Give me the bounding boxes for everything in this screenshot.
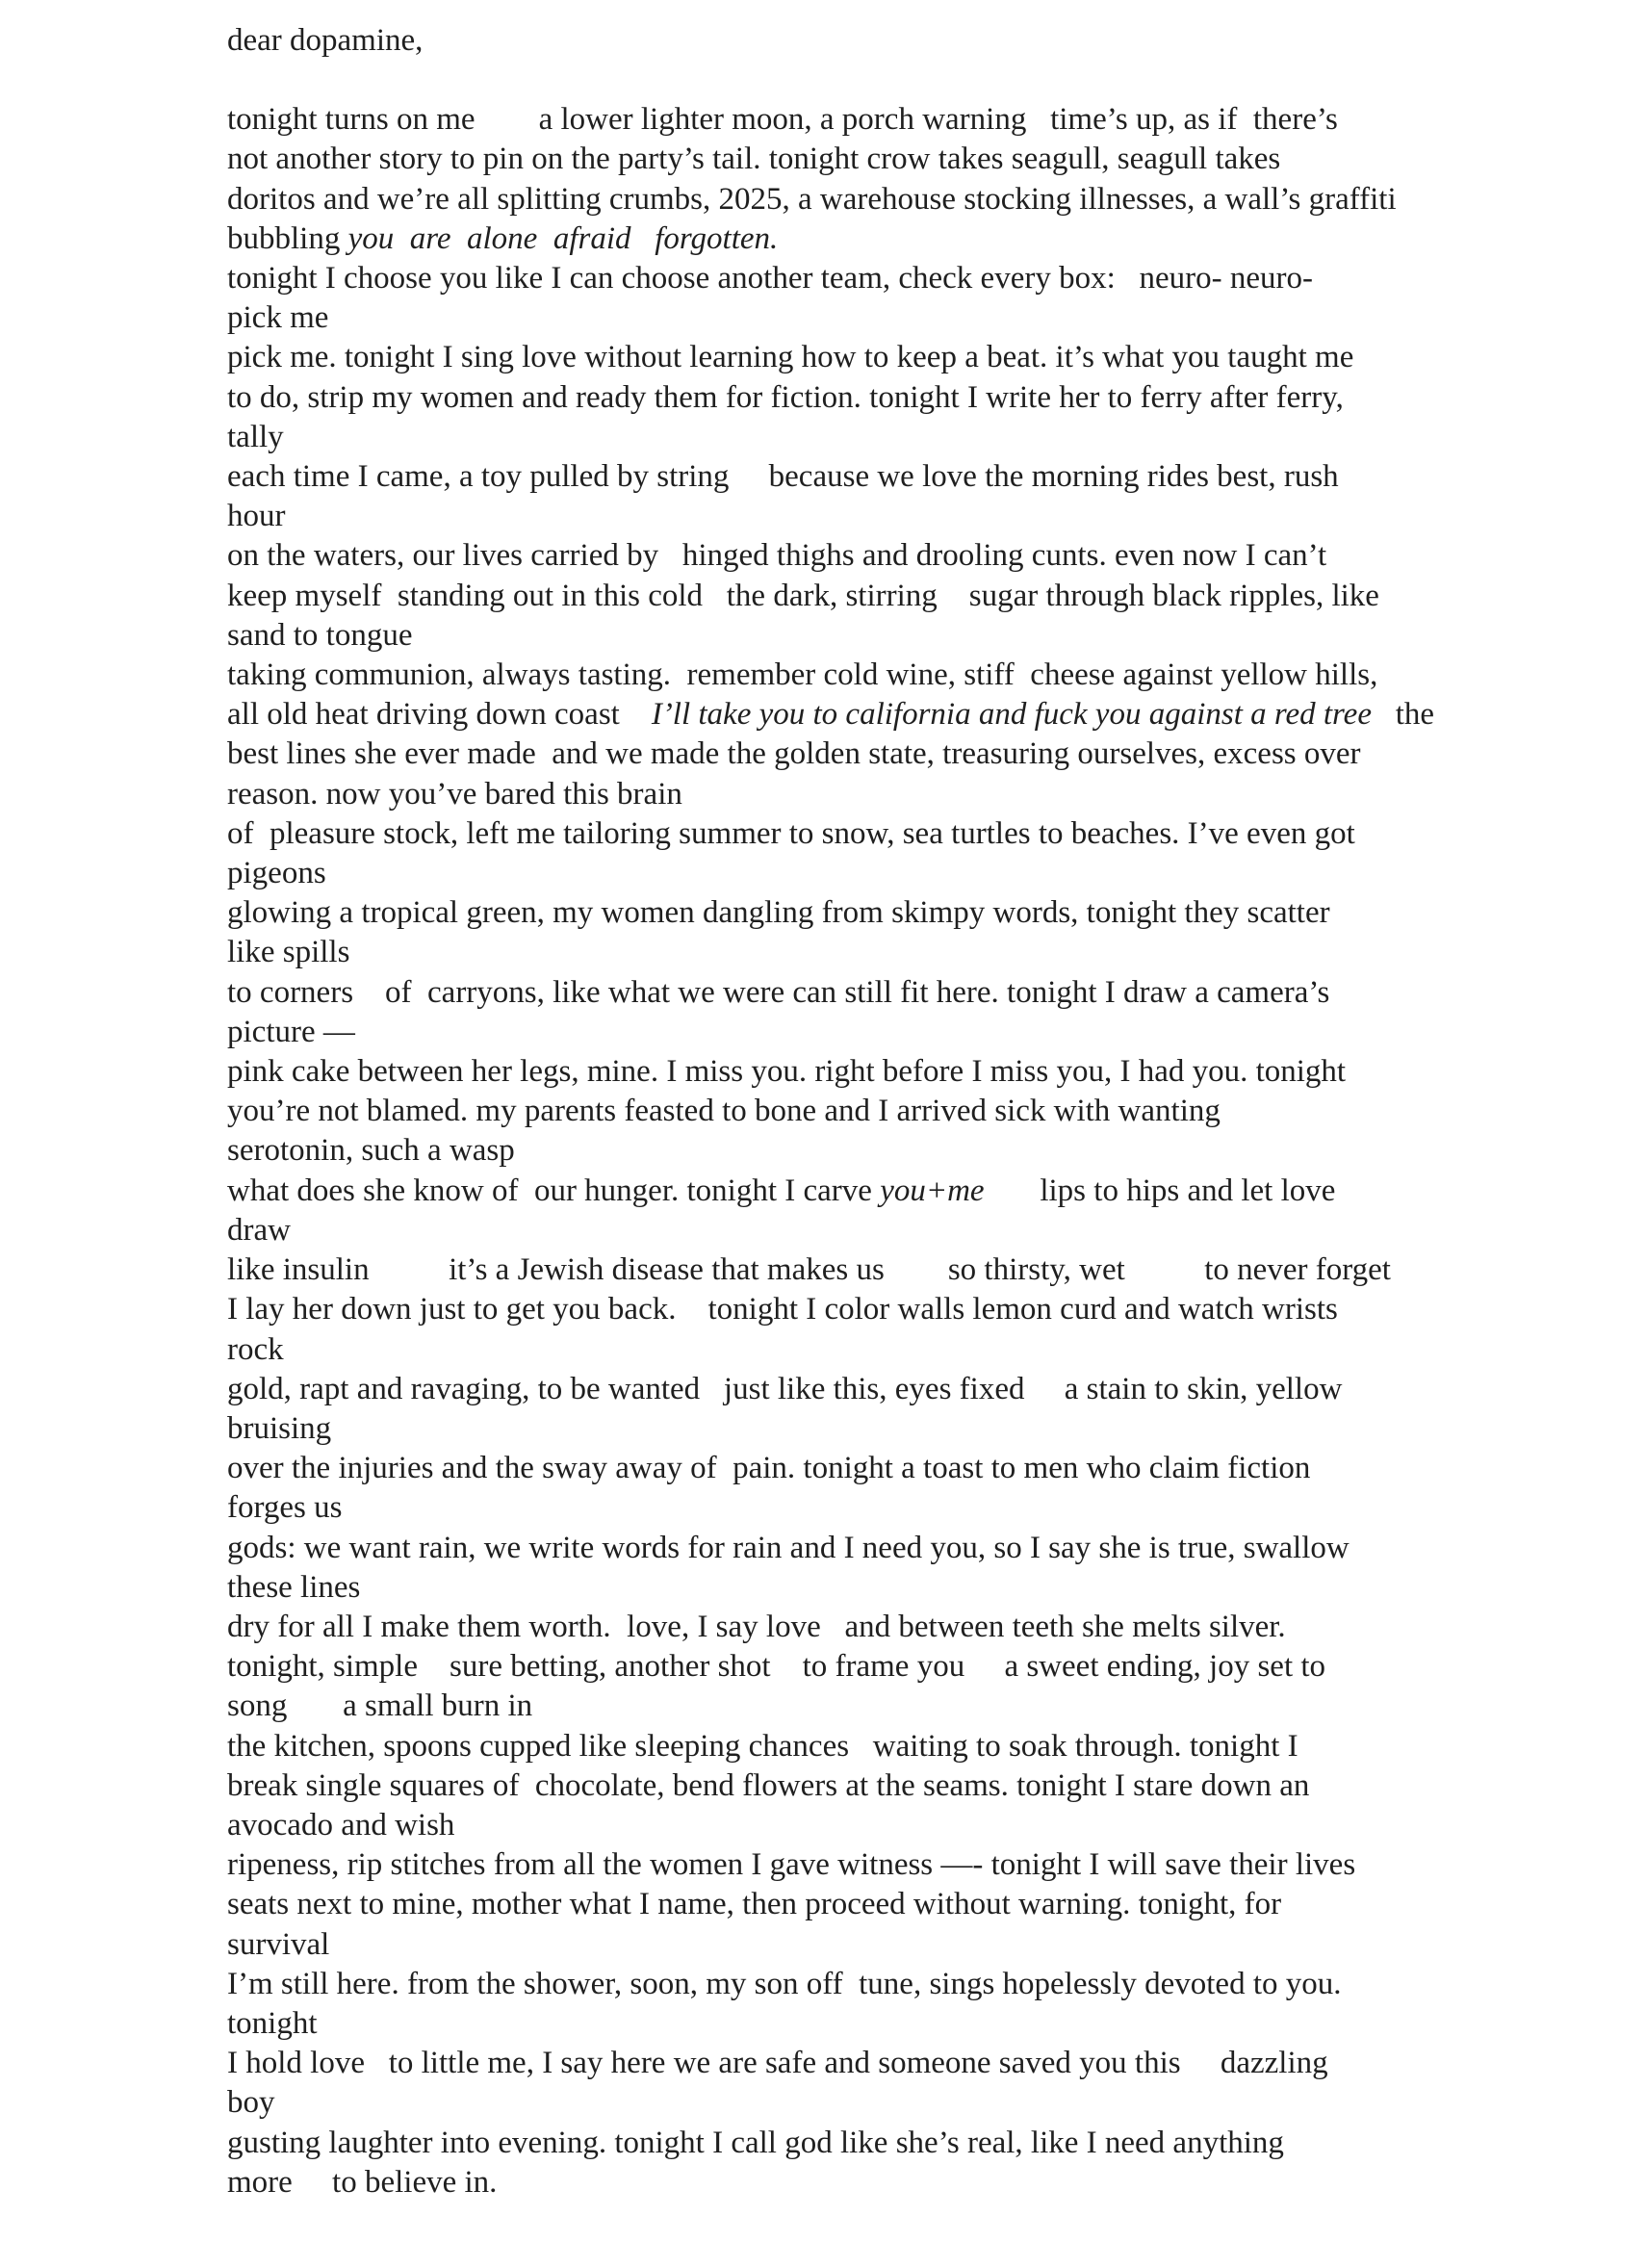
poem-line [227, 1727, 1469, 1766]
line-text: taking communion, always tasting. remember cold wine, stiff cheese against yellow hills, [227, 657, 1378, 693]
line-text: each time I came, a toy pulled by string because we love the morning rides best, rush [227, 459, 1339, 495]
poem-line [227, 338, 1469, 377]
poem-line [227, 973, 1469, 1013]
poem-body [227, 21, 1469, 2203]
line-text: more to believe in. [227, 2164, 498, 2200]
poem-line [227, 1885, 1469, 1924]
line-text: rock [227, 1331, 284, 1367]
poem-line [227, 814, 1469, 854]
poem-line [227, 2163, 1469, 2203]
line-text: draw [227, 1212, 291, 1248]
poem-line [227, 497, 1469, 536]
line-text: dry for all I make them worth. love, I say love and between teeth she melts silver. [227, 1609, 1286, 1644]
poem-line [227, 1409, 1469, 1449]
line-text: bubbling [227, 220, 348, 256]
poem-line [227, 2083, 1469, 2123]
line-text: I hold love to little me, I say here we are safe and someone saved you this dazzling [227, 2046, 1328, 2081]
poem-line [227, 695, 1469, 735]
line-text: gusting laughter into evening. tonight I call god like she’s real, like I need anything [227, 2125, 1284, 2160]
poem-line [227, 2004, 1469, 2044]
line-text: survival [227, 1926, 330, 1962]
line-text: ripeness, rip stitches from all the women I gave witness —- tonight I will save their lives [227, 1847, 1356, 1883]
poem-line [227, 1013, 1469, 1052]
poem-line [227, 1250, 1469, 1290]
salutation: dear dopamine, [227, 23, 424, 58]
poem-line [227, 1568, 1469, 1608]
poem-lines [227, 100, 1469, 2203]
line-text: tonight, simple sure betting, another shot to frame you a sweet ending, joy set to [227, 1649, 1326, 1685]
poem-line [227, 1766, 1469, 1806]
poem-line [227, 536, 1469, 576]
line-text: pick me [227, 300, 329, 336]
line-text: gold, rapt and ravaging, to be wanted just like this, eyes fixed a stain to skin, yellow [227, 1371, 1343, 1406]
line-text: doritos and we’re all splitting crumbs, 2025, a warehouse stocking illnesses, a wall’s graffiti [227, 181, 1397, 217]
line-text: the [1371, 697, 1435, 733]
line-text: like insulin it’s a Jewish disease that makes us so thirsty, wet to never forget [227, 1252, 1391, 1288]
poem-line [227, 616, 1469, 656]
poem-line [227, 1687, 1469, 1726]
poem-line [227, 140, 1469, 179]
poem-line [227, 1370, 1469, 1409]
line-text: avocado and wish [227, 1807, 455, 1843]
poem-line [227, 1290, 1469, 1329]
poem-line [227, 1806, 1469, 1845]
line-text: I lay her down just to get you back. tonight I color walls lemon curd and watch wrists [227, 1292, 1338, 1327]
poem-line [227, 1172, 1469, 1211]
poem-line [227, 1529, 1469, 1568]
poem-line [227, 1608, 1469, 1647]
line-text: seats next to mine, mother what I name, then proceed without warning. tonight, for [227, 1887, 1282, 1922]
italic-text: you+me [880, 1173, 985, 1208]
line-text: lips to hips and let love [984, 1173, 1336, 1208]
line-text: boy [227, 2085, 275, 2121]
line-text: not another story to pin on the party’s tail. tonight crow takes seagull, seagull takes [227, 142, 1281, 177]
line-text: pick me. tonight I sing love without learning how to keep a beat. it’s what you taught me [227, 340, 1354, 375]
line-text: you’re not blamed. my parents feasted to bone and I arrived sick with wanting [227, 1094, 1221, 1129]
poem-line [227, 2124, 1469, 2163]
poem-line [227, 1211, 1469, 1250]
poem-line [227, 2044, 1469, 2083]
poem-line [227, 1131, 1469, 1171]
poem-line [227, 854, 1469, 893]
line-text: serotonin, such a wasp [227, 1133, 515, 1169]
line-text: gods: we want rain, we write words for rain and I need you, so I say she is true, swallow [227, 1530, 1349, 1565]
line-text: all old heat driving down coast [227, 697, 652, 733]
poem-line [227, 1330, 1469, 1370]
line-text: over the injuries and the sway away of pain. tonight a toast to men who claim fiction [227, 1451, 1311, 1486]
poem-line [227, 1845, 1469, 1885]
line-text: tonight turns on me a lower lighter moon, a porch warning time’s up, as if there’s [227, 102, 1338, 138]
line-text: I’m still here. from the shower, soon, my son off tune, sings hopelessly devoted to you. [227, 1966, 1342, 2001]
poem-line [227, 933, 1469, 972]
line-text: to do, strip my women and ready them for fiction. tonight I write her to ferry after ferry, [227, 379, 1344, 415]
line-text: on the waters, our lives carried by hinged thighs and drooling cunts. even now I can’t [227, 538, 1327, 574]
line-text: forges us [227, 1490, 343, 1526]
poem-line [227, 1449, 1469, 1488]
poem-line [227, 1052, 1469, 1092]
poem-line [227, 735, 1469, 774]
line-text: what does she know of our hunger. tonight I carve [227, 1173, 881, 1208]
poem-line [227, 656, 1469, 695]
line-text: bruising [227, 1410, 332, 1446]
line-text: tonight I choose you like I can choose another team, check every box: neuro- neuro- [227, 261, 1314, 296]
line-text: hour [227, 499, 286, 534]
poem-line [227, 259, 1469, 298]
italic-text: I’ll take you to california and fuck you against a red tree [651, 697, 1372, 733]
line-text: best lines she ever made and we made the golden state, treasuring ourselves, excess over [227, 736, 1361, 772]
line-text: sand to tongue [227, 617, 413, 653]
poem-line [227, 100, 1469, 140]
line-text: tally [227, 419, 284, 454]
poem-line [227, 1092, 1469, 1131]
line-text: these lines [227, 1569, 361, 1605]
line-text: tonight [227, 2005, 318, 2041]
poem-line [227, 1925, 1469, 1965]
poem-line [227, 418, 1469, 457]
line-text: like spills [227, 935, 350, 970]
poem-line [227, 1647, 1469, 1687]
poem-line [227, 298, 1469, 338]
poem-line [227, 1965, 1469, 2004]
line-text: break single squares of chocolate, bend flowers at the seams. tonight I stare down an [227, 1767, 1310, 1803]
line-text: keep myself standing out in this cold the dark, stirring sugar through black ripples, like [227, 578, 1379, 613]
poem-line [227, 577, 1469, 616]
italic-text: you are alone afraid forgotten. [347, 220, 779, 256]
line-text: to corners of carryons, like what we were can still fit here. tonight I draw a camera’s [227, 974, 1330, 1010]
line-text: picture — [227, 1014, 355, 1049]
line-text: pigeons [227, 856, 326, 891]
line-text: song a small burn in [227, 1688, 533, 1724]
poem-line [227, 775, 1469, 814]
poem-line [227, 180, 1469, 219]
poem-line [227, 219, 1469, 259]
poem-line [227, 457, 1469, 497]
poem-line [227, 378, 1469, 418]
line-text: reason. now you’ve bared this brain [227, 776, 682, 812]
line-text: of pleasure stock, left me tailoring summer to snow, sea turtles to beaches. I’ve even got [227, 815, 1355, 851]
poem-line [227, 893, 1469, 933]
line-text: pink cake between her legs, mine. I miss you. right before I miss you, I had you. tonight [227, 1054, 1347, 1090]
line-text: the kitchen, spoons cupped like sleeping chances waiting to soak through. tonight I [227, 1728, 1298, 1764]
poem-line [227, 1488, 1469, 1528]
line-text: glowing a tropical green, my women dangling from skimpy words, tonight they scatter [227, 895, 1330, 931]
